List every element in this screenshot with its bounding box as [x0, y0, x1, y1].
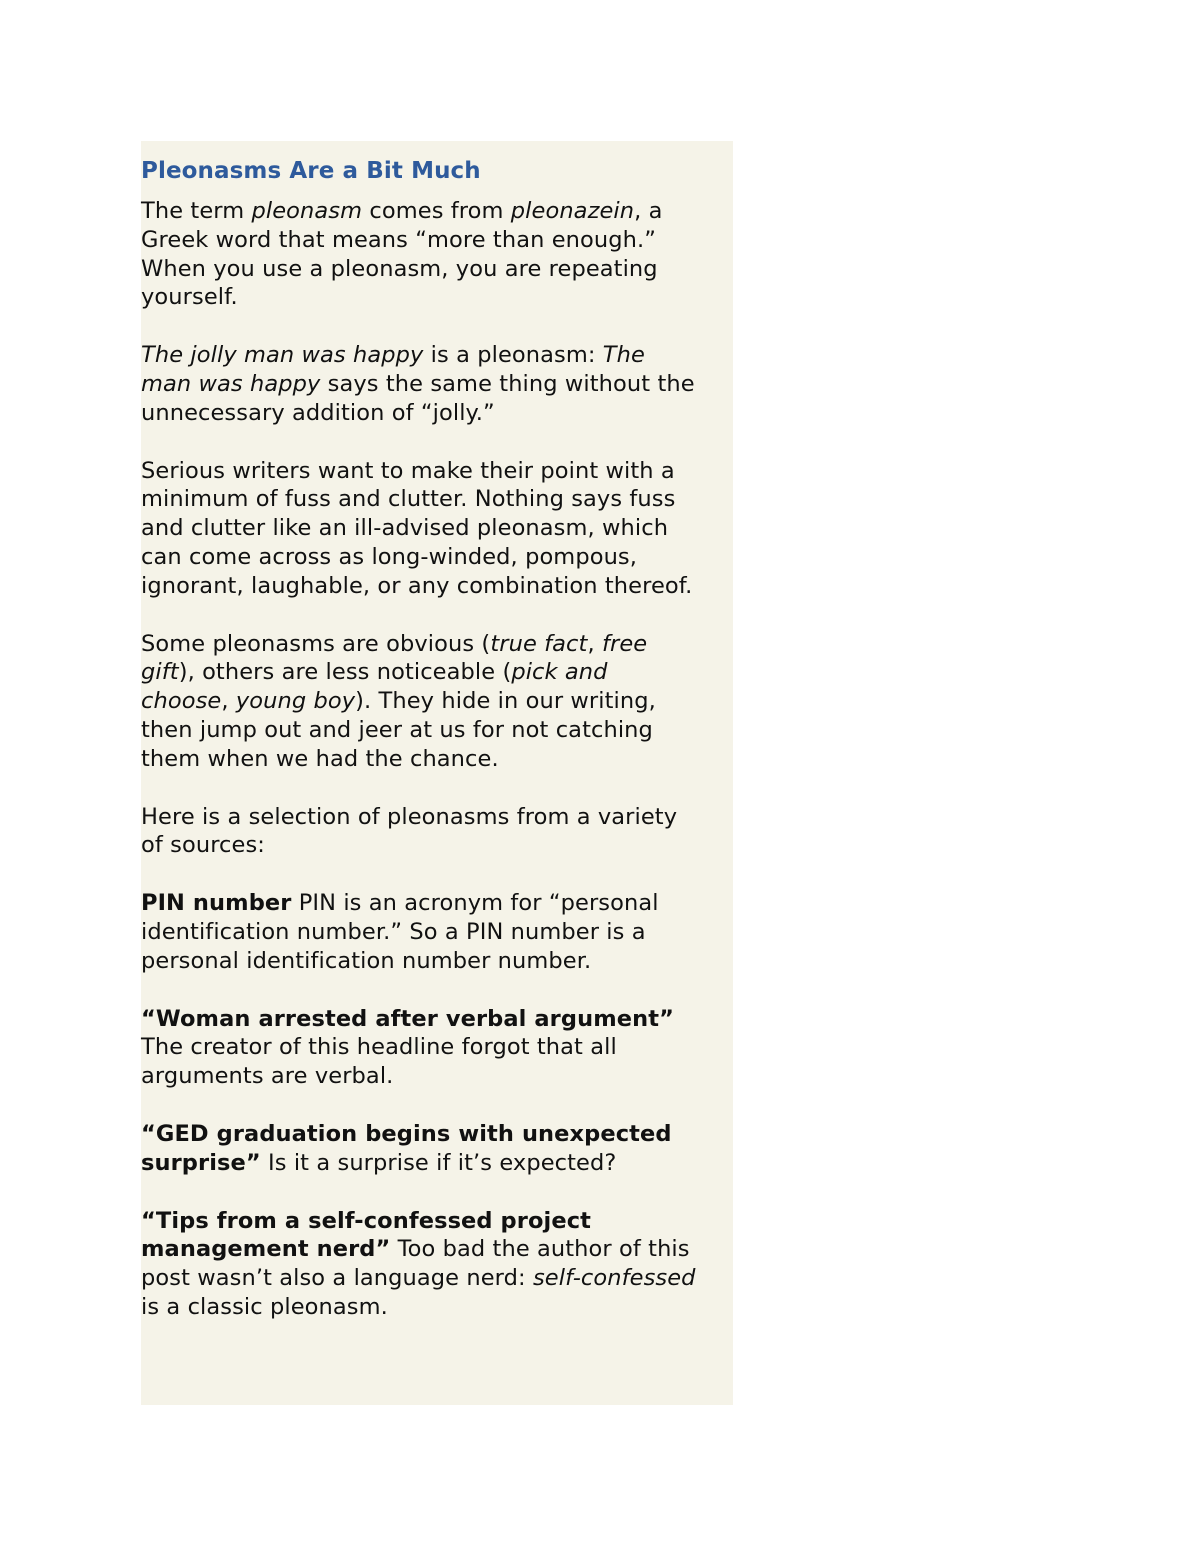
text-segment: , — [587, 630, 602, 657]
italic-example: true fact — [490, 630, 588, 657]
paragraph-etymology — [141, 197, 701, 312]
example-entry — [141, 1207, 701, 1322]
example-term: “Tips from a self-confessed project management nerd” — [141, 1207, 591, 1263]
italic-example: self-confessed — [532, 1265, 696, 1292]
text-segment: Some pleonasms are obvious ( — [141, 630, 491, 657]
text-segment: says the same thing without the unnecessary addition of “jolly.” — [141, 370, 695, 426]
article-body — [141, 154, 701, 1351]
example-explanation: PIN is an acronym for “personal identification number.” So a PIN number is a personal identification number number. — [141, 890, 659, 974]
paragraph-obvious-pleonasms — [141, 630, 701, 774]
text-segment: comes from — [362, 198, 511, 224]
italic-term: pleonazein — [510, 198, 635, 224]
paragraph-selection-intro: Here is a selection of pleonasms from a variety of sources: — [141, 803, 678, 859]
example-entry — [141, 889, 701, 975]
italic-example: free gift — [141, 630, 648, 686]
text-segment: , a Greek word that means “more than enough.” When you use a pleonasm, you are repeating yourself. — [141, 198, 663, 311]
paragraph-serious-writers: Serious writers want to make their point with a minimum of fuss and clutter. Nothing says fuss and clutter like an ill-advised pleonasm, which can come across as long-winded, pompous, ignorant, laughable, or any combination thereof. — [141, 457, 693, 599]
example-term: PIN number — [141, 890, 292, 917]
example-explanation: Is it a surprise if it’s expected? — [260, 1149, 617, 1176]
italic-example: young boy — [235, 688, 356, 715]
italic-term: pleonasm — [251, 198, 363, 224]
italic-example: The jolly man was happy — [141, 342, 424, 369]
italic-example: pick and choose — [141, 659, 608, 715]
example-explanation: The creator of this headline forgot that all arguments are verbal. — [141, 1034, 617, 1090]
text-segment: ), others are less noticeable ( — [178, 659, 512, 686]
article-title: Pleonasms Are a Bit Much — [141, 158, 481, 184]
text-segment: The term — [141, 198, 252, 224]
example-term: “GED graduation begins with unexpected surprise” — [141, 1120, 672, 1176]
example-entry — [141, 1005, 701, 1091]
paragraph-jolly-example — [141, 341, 701, 427]
text-segment: , — [221, 688, 236, 715]
italic-example: The man was happy — [141, 342, 645, 397]
text-segment: ). They hide in our writing, then jump out and jeer at us for not catching them when we had the chance. — [141, 688, 656, 772]
text-segment: is a pleonasm: — [423, 342, 603, 369]
example-term: “Woman arrested after verbal argument” — [141, 1005, 674, 1032]
example-entry — [141, 1120, 701, 1178]
text-segment: is a classic pleonasm. — [141, 1293, 388, 1320]
example-explanation: Too bad the author of this post wasn’t also a language nerd: — [141, 1236, 690, 1292]
